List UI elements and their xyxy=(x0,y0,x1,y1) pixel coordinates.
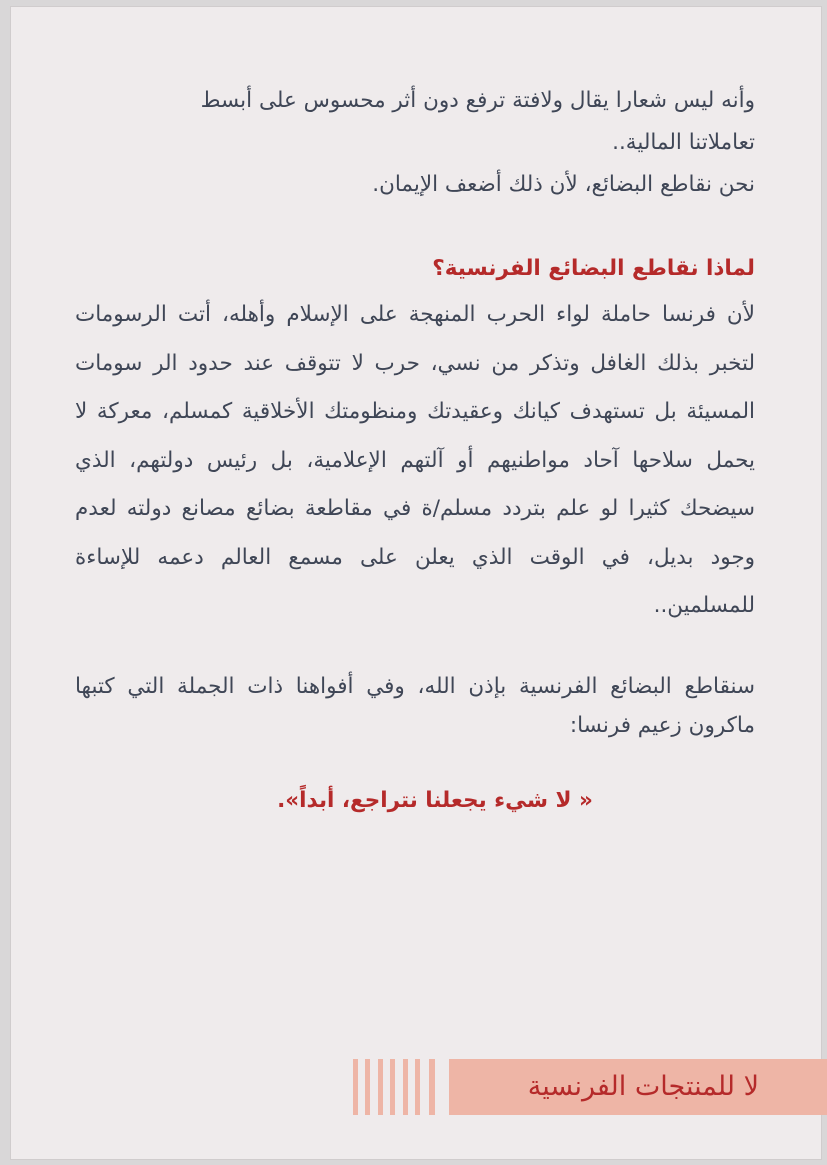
intro-text-line-1: وأنه ليس شعارا يقال ولافتة ترفع دون أثر محسوس على أبسط xyxy=(200,88,755,113)
document-page xyxy=(10,6,822,1160)
footer-banner-text: لا للمنتجات الفرنسية xyxy=(527,1071,759,1102)
decorative-stripe xyxy=(415,1059,420,1115)
macron-quote: « لا شيء يجعلنا نتراجع، أبداً». xyxy=(277,787,593,813)
decorative-stripe xyxy=(429,1059,435,1115)
article-content xyxy=(75,77,755,824)
decorative-stripe xyxy=(378,1059,383,1115)
intro-text-line-2: تعاملاتنا المالية.. xyxy=(612,130,755,155)
body-paragraph: لأن فرنسا حاملة لواء الحرب المنهجة على الإسلام وأهله، أتت الرسومات لتخبر بذلك الغافل وتذكر من نسي، حرب لا تتوقف عند حدود الر سومات المسيئة بل تستهدف كيانك وعقيدتك ومنظومتك الأخلاقية كمسلم، معركة لا يحمل سلاحها آحاد مواطنيهم أو آلتهم الإعلامية، بل رئيس دولتهم، الذي سيضحك كثيرا لو علم بتردد مسلم/ة في مقاطعة بضائع مصانع دولته لعدم وجود بديل، في الوقت الذي يعلن على مسمع العالم دعمه للإساءة للمسلمين.. xyxy=(75,302,755,618)
footer-band xyxy=(449,1059,827,1115)
decorative-stripe xyxy=(365,1059,370,1115)
intro-text-line-3: نحن نقاطع البضائع، لأن ذلك أضعف الإيمان. xyxy=(372,172,755,197)
decorative-stripe xyxy=(353,1059,358,1115)
decorative-stripe xyxy=(390,1059,395,1115)
decorative-stripe xyxy=(403,1059,408,1115)
closing-paragraph: سنقاطع البضائع الفرنسية بإذن الله، وفي أفواهنا ذات الجملة التي كتبها ماكرون زعيم فرنسا: xyxy=(75,673,755,738)
section-heading: لماذا نقاطع البضائع الفرنسية؟ xyxy=(432,256,755,281)
footer-banner xyxy=(345,1059,827,1115)
